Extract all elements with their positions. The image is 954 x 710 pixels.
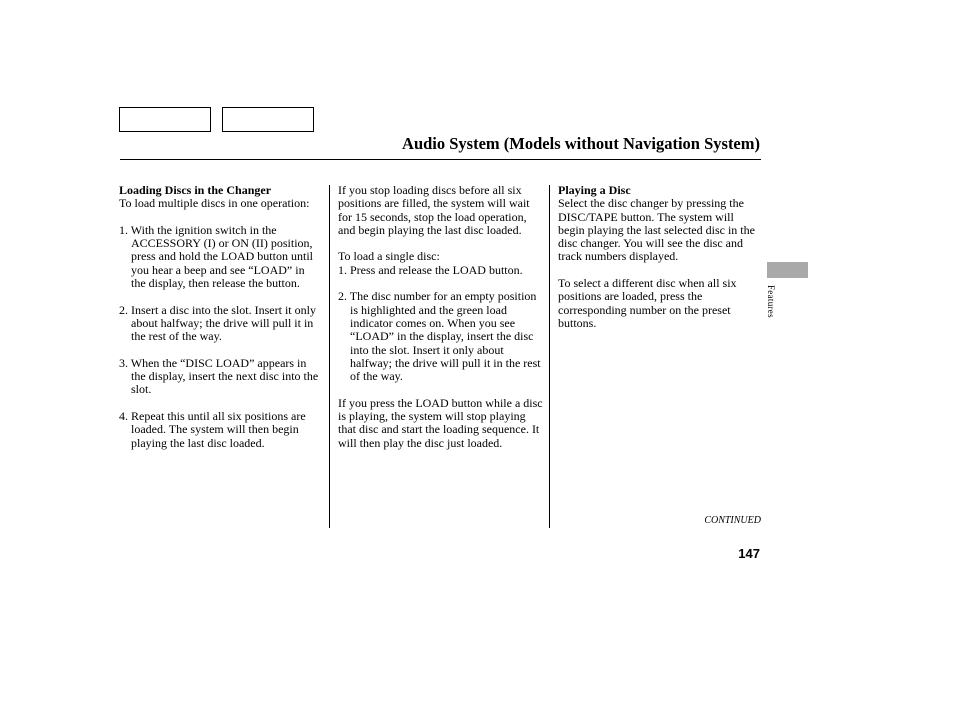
paragraph: To select a different disc when all six positions are loaded, press the corresponding number on the preset buttons. [558, 276, 737, 330]
nav-box-right[interactable] [222, 107, 314, 132]
section-heading-loading: Loading Discs in the Changer [119, 183, 272, 197]
intro-paragraph: To load multiple discs in one operation: [119, 196, 310, 211]
list-item: 1. With the ignition switch in the ACCESSORY (I) or ON (II) position, press and hold the LOAD button until you hear a beep and see “LOAD” in the display, then release the button. [119, 222, 313, 291]
column-divider [329, 185, 330, 528]
paragraph: If you press the LOAD button while a disc is playing, the system will stop playing that disc and start the loading sequence. It will then play the disc just loaded. [338, 395, 543, 450]
paragraph: Select the disc changer by pressing the DISC/TAPE button. The system will begin playing the last selected disc in the disc changer. You will see the disc and track numbers displayed. [558, 196, 755, 264]
column-1 [119, 184, 321, 463]
list-item: 3. When the “DISC LOAD” appears in the display, insert the next disc into the slot. [119, 355, 319, 397]
list-item: 1. Press and release the LOAD button. [338, 262, 523, 277]
column-divider [549, 185, 550, 528]
paragraph: If you stop loading discs before all six positions are filled, the system will wait for 15 seconds, stop the load operation, and begin playing the last disc loaded. [338, 183, 530, 237]
column-2 [338, 184, 546, 463]
column-3 [558, 184, 762, 344]
title-rule [120, 159, 761, 160]
nav-box-left[interactable] [119, 107, 211, 132]
section-tab [767, 262, 808, 278]
list-item: 2. Insert a disc into the slot. Insert it only about halfway; the drive will pull it in the rest of the way. [119, 302, 316, 344]
page-number: 147 [738, 546, 760, 561]
page-title: Audio System (Models without Navigation System) [402, 134, 760, 153]
list-item: 2. The disc number for an empty position is highlighted and the green load indicator comes on. When you see “LOAD” in the display, insert the disc into the slot. Insert it only about halfway; the drive will pull it in the rest of the way. [338, 289, 541, 384]
single-disc-intro: To load a single disc: [338, 249, 440, 264]
section-heading-playing: Playing a Disc [558, 183, 631, 197]
continued-label: CONTINUED [704, 515, 761, 526]
side-tab-label: Features [766, 285, 776, 318]
list-item: 4. Repeat this until all six positions are loaded. The system will then begin playing the last disc loaded. [119, 409, 306, 450]
